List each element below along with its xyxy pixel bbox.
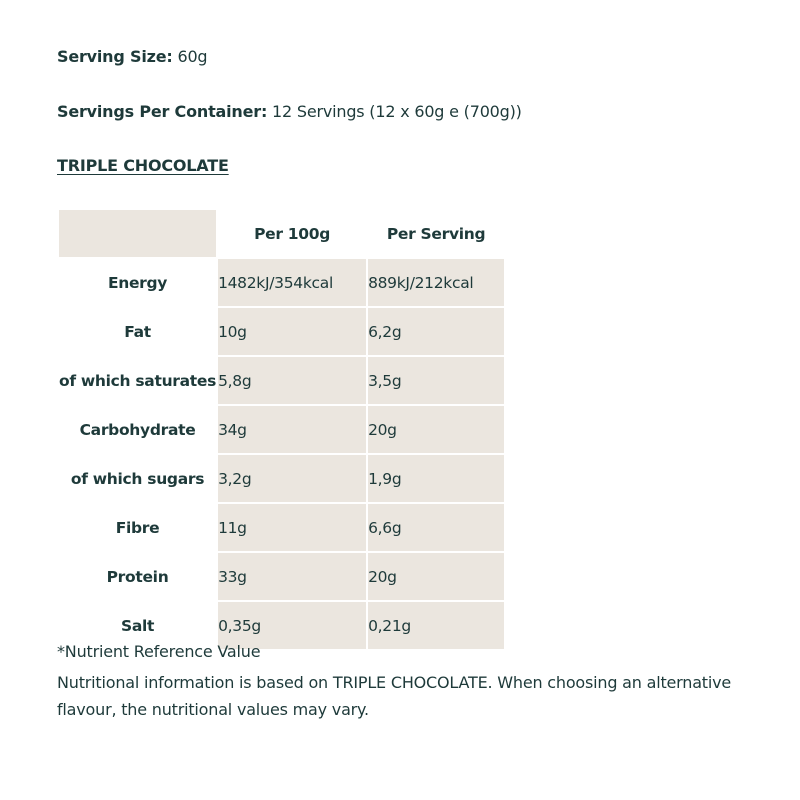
value-per-100g: 10g: [217, 307, 367, 356]
value-per-serving: 889kJ/212kcal: [367, 258, 505, 307]
column-header-per-serving: Per Serving: [367, 209, 505, 258]
table-header-row: [58, 209, 505, 258]
value-per-100g: 3,2g: [217, 454, 367, 503]
info-text: Nutritional information is based on TRIPLE CHOCOLATE. When choosing an alternative flavour, the nutritional values may vary.: [57, 673, 732, 719]
nutrient-label: of which saturates: [58, 356, 217, 405]
table-row: [58, 307, 505, 356]
nutrient-label: Energy: [58, 258, 217, 307]
nutrient-label: Fat: [58, 307, 217, 356]
value-per-serving: 20g: [367, 552, 505, 601]
nutrition-table-body: [58, 258, 505, 650]
value-per-100g: 5,8g: [217, 356, 367, 405]
value-per-serving: 6,6g: [367, 503, 505, 552]
table-row: [58, 552, 505, 601]
value-per-100g: 0,35g: [217, 601, 367, 650]
nutrient-label: of which sugars: [58, 454, 217, 503]
table-row: [58, 503, 505, 552]
table-row: [58, 258, 505, 307]
value-per-100g: 1482kJ/354kcal: [217, 258, 367, 307]
value-per-serving: 0,21g: [367, 601, 505, 650]
table-row: [58, 405, 505, 454]
nutrient-label: Protein: [58, 552, 217, 601]
serving-size: [57, 47, 207, 66]
value-per-serving: 6,2g: [367, 307, 505, 356]
nutrient-label: Salt: [58, 601, 217, 650]
table-row: [58, 356, 505, 405]
nutrient-label: Carbohydrate: [58, 405, 217, 454]
column-header-per-100g: Per 100g: [217, 209, 367, 258]
nutrition-table: [57, 208, 506, 651]
servings-per-container-value: 12 Servings (12 x 60g e (700g)): [272, 102, 522, 121]
flavour-heading: TRIPLE CHOCOLATE: [57, 156, 229, 175]
servings-per-container-label: Servings Per Container:: [57, 102, 268, 121]
serving-size-label: Serving Size:: [57, 47, 173, 66]
footnote: *Nutrient Reference Value: [57, 642, 261, 661]
value-per-100g: 33g: [217, 552, 367, 601]
servings-per-container: [57, 102, 522, 121]
value-per-serving: 20g: [367, 405, 505, 454]
value-per-100g: 34g: [217, 405, 367, 454]
table-corner-cell: [58, 209, 217, 258]
value-per-serving: 3,5g: [367, 356, 505, 405]
serving-size-value: 60g: [177, 47, 208, 66]
table-row: [58, 454, 505, 503]
value-per-100g: 11g: [217, 503, 367, 552]
value-per-serving: 1,9g: [367, 454, 505, 503]
nutrient-label: Fibre: [58, 503, 217, 552]
